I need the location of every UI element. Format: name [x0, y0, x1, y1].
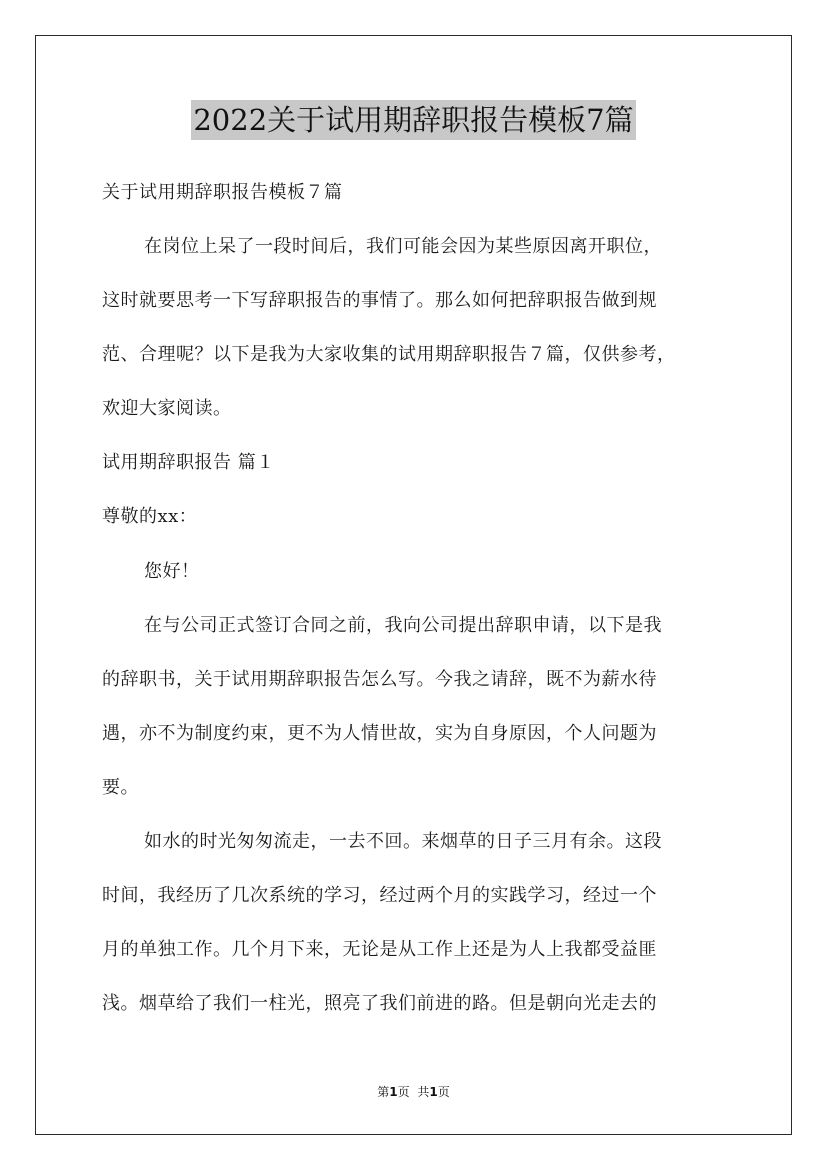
document-title: 2022关于试用期辞职报告模板7篇	[191, 100, 635, 140]
total-pages: 1	[429, 1085, 438, 1099]
paragraph-line: 月的单独工作。几个月下来，无论是从工作上还是为人上我都受益匪	[102, 939, 657, 960]
page-prefix: 第	[377, 1085, 390, 1099]
paragraph-line: 在岗位上呆了一段时间后，我们可能会因为某些原因离开职位，	[144, 236, 662, 257]
paragraph-line: 范、合理呢？以下是我为大家收集的试用期辞职报告７篇，仅供参考，	[102, 344, 676, 365]
paragraph-line: 欢迎大家阅读。	[102, 398, 232, 419]
page-footer	[0, 1083, 827, 1100]
section-heading: 试用期辞职报告 篇１	[102, 452, 275, 473]
paragraph-line: 要。	[102, 777, 139, 798]
paragraph-line: 遇，亦不为制度约束，更不为人情世故，实为自身原因，个人问题为	[102, 723, 657, 744]
paragraph-line: 的辞职书，关于试用期辞职报告怎么写。今我之请辞，既不为薪水待	[102, 669, 657, 690]
paragraph-line: 这时就要思考一下写辞职报告的事情了。那么如何把辞职报告做到规	[102, 290, 657, 311]
subtitle-line: 关于试用期辞职报告模板７篇	[102, 182, 343, 203]
salutation: 尊敬的xx：	[102, 506, 198, 527]
total-suffix: 页	[437, 1085, 450, 1099]
paragraph-line: 如水的时光匆匆流走，一去不回。来烟草的日子三月有余。这段	[144, 831, 662, 852]
paragraph-line: 时间，我经历了几次系统的学习，经过两个月的实践学习，经过一个	[102, 885, 657, 906]
page-number: 1	[389, 1085, 398, 1099]
paragraph-line: 浅。烟草给了我们一柱光，照亮了我们前进的路。但是朝向光走去的	[102, 993, 657, 1014]
page-suffix: 页	[397, 1085, 410, 1099]
greeting: 您好！	[144, 561, 200, 582]
total-prefix: 共	[417, 1085, 430, 1099]
title-container	[0, 100, 827, 140]
paragraph-line: 在与公司正式签订合同之前，我向公司提出辞职申请，以下是我	[144, 615, 662, 636]
